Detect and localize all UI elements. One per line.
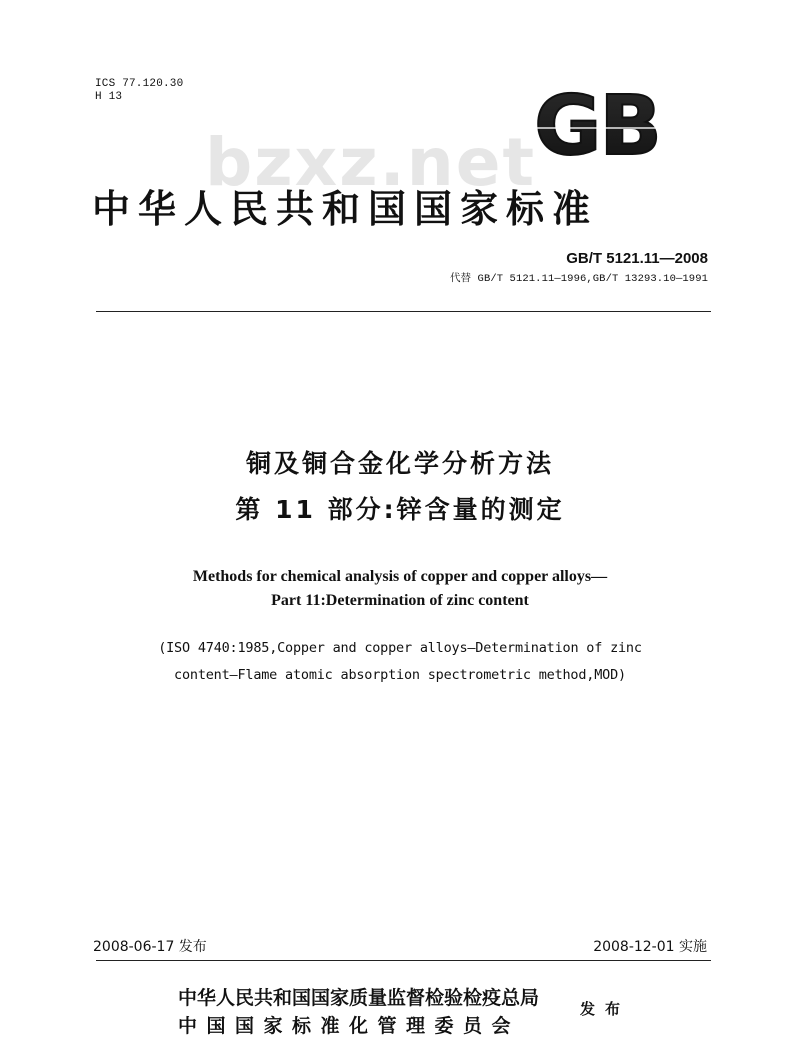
ccs-code: H 13 [95, 91, 123, 103]
issue-date: 2008-06-17 发布 [93, 939, 207, 955]
english-title-line-1: Methods for chemical analysis of copper and copper alloys— [192, 568, 608, 585]
publisher-sac: 中国国家标准化管理委员会 [178, 1015, 521, 1037]
classification-codes [95, 78, 183, 104]
gb-logo-text: GB [534, 88, 660, 162]
footer-divider [96, 960, 711, 961]
chinese-title-line-1: 铜及铜合金化学分析方法 [245, 449, 554, 478]
iso-reference-line-2: content—Flame atomic absorption spectrometric method,MOD) [174, 667, 626, 683]
iso-reference-line-1: (ISO 4740:1985,Copper and copper alloys—Determination of zinc [158, 640, 642, 656]
publishers [178, 984, 539, 1040]
watermark: bzxz.net [205, 124, 537, 201]
standard-number: GB/T 5121.11—2008 [566, 250, 708, 267]
implementation-date: 2008-12-01 实施 [593, 939, 707, 955]
replaces-note: 代替 GB/T 5121.11—1996,GB/T 13293.10—1991 [449, 273, 708, 285]
publish-label: 发布 [580, 1000, 631, 1018]
header-divider [96, 311, 711, 312]
english-title-line-2: Part 11:Determination of zinc content [271, 592, 529, 609]
chinese-title-line-2: 第 11 部分:锌含量的测定 [235, 495, 565, 524]
national-standard-heading: 中华人民共和国国家标准 [92, 187, 599, 231]
ics-code: ICS 77.120.30 [95, 78, 184, 90]
publisher-aqsiq: 中华人民共和国国家质量监督检验检疫总局 [178, 987, 540, 1009]
gb-logo [522, 88, 672, 162]
